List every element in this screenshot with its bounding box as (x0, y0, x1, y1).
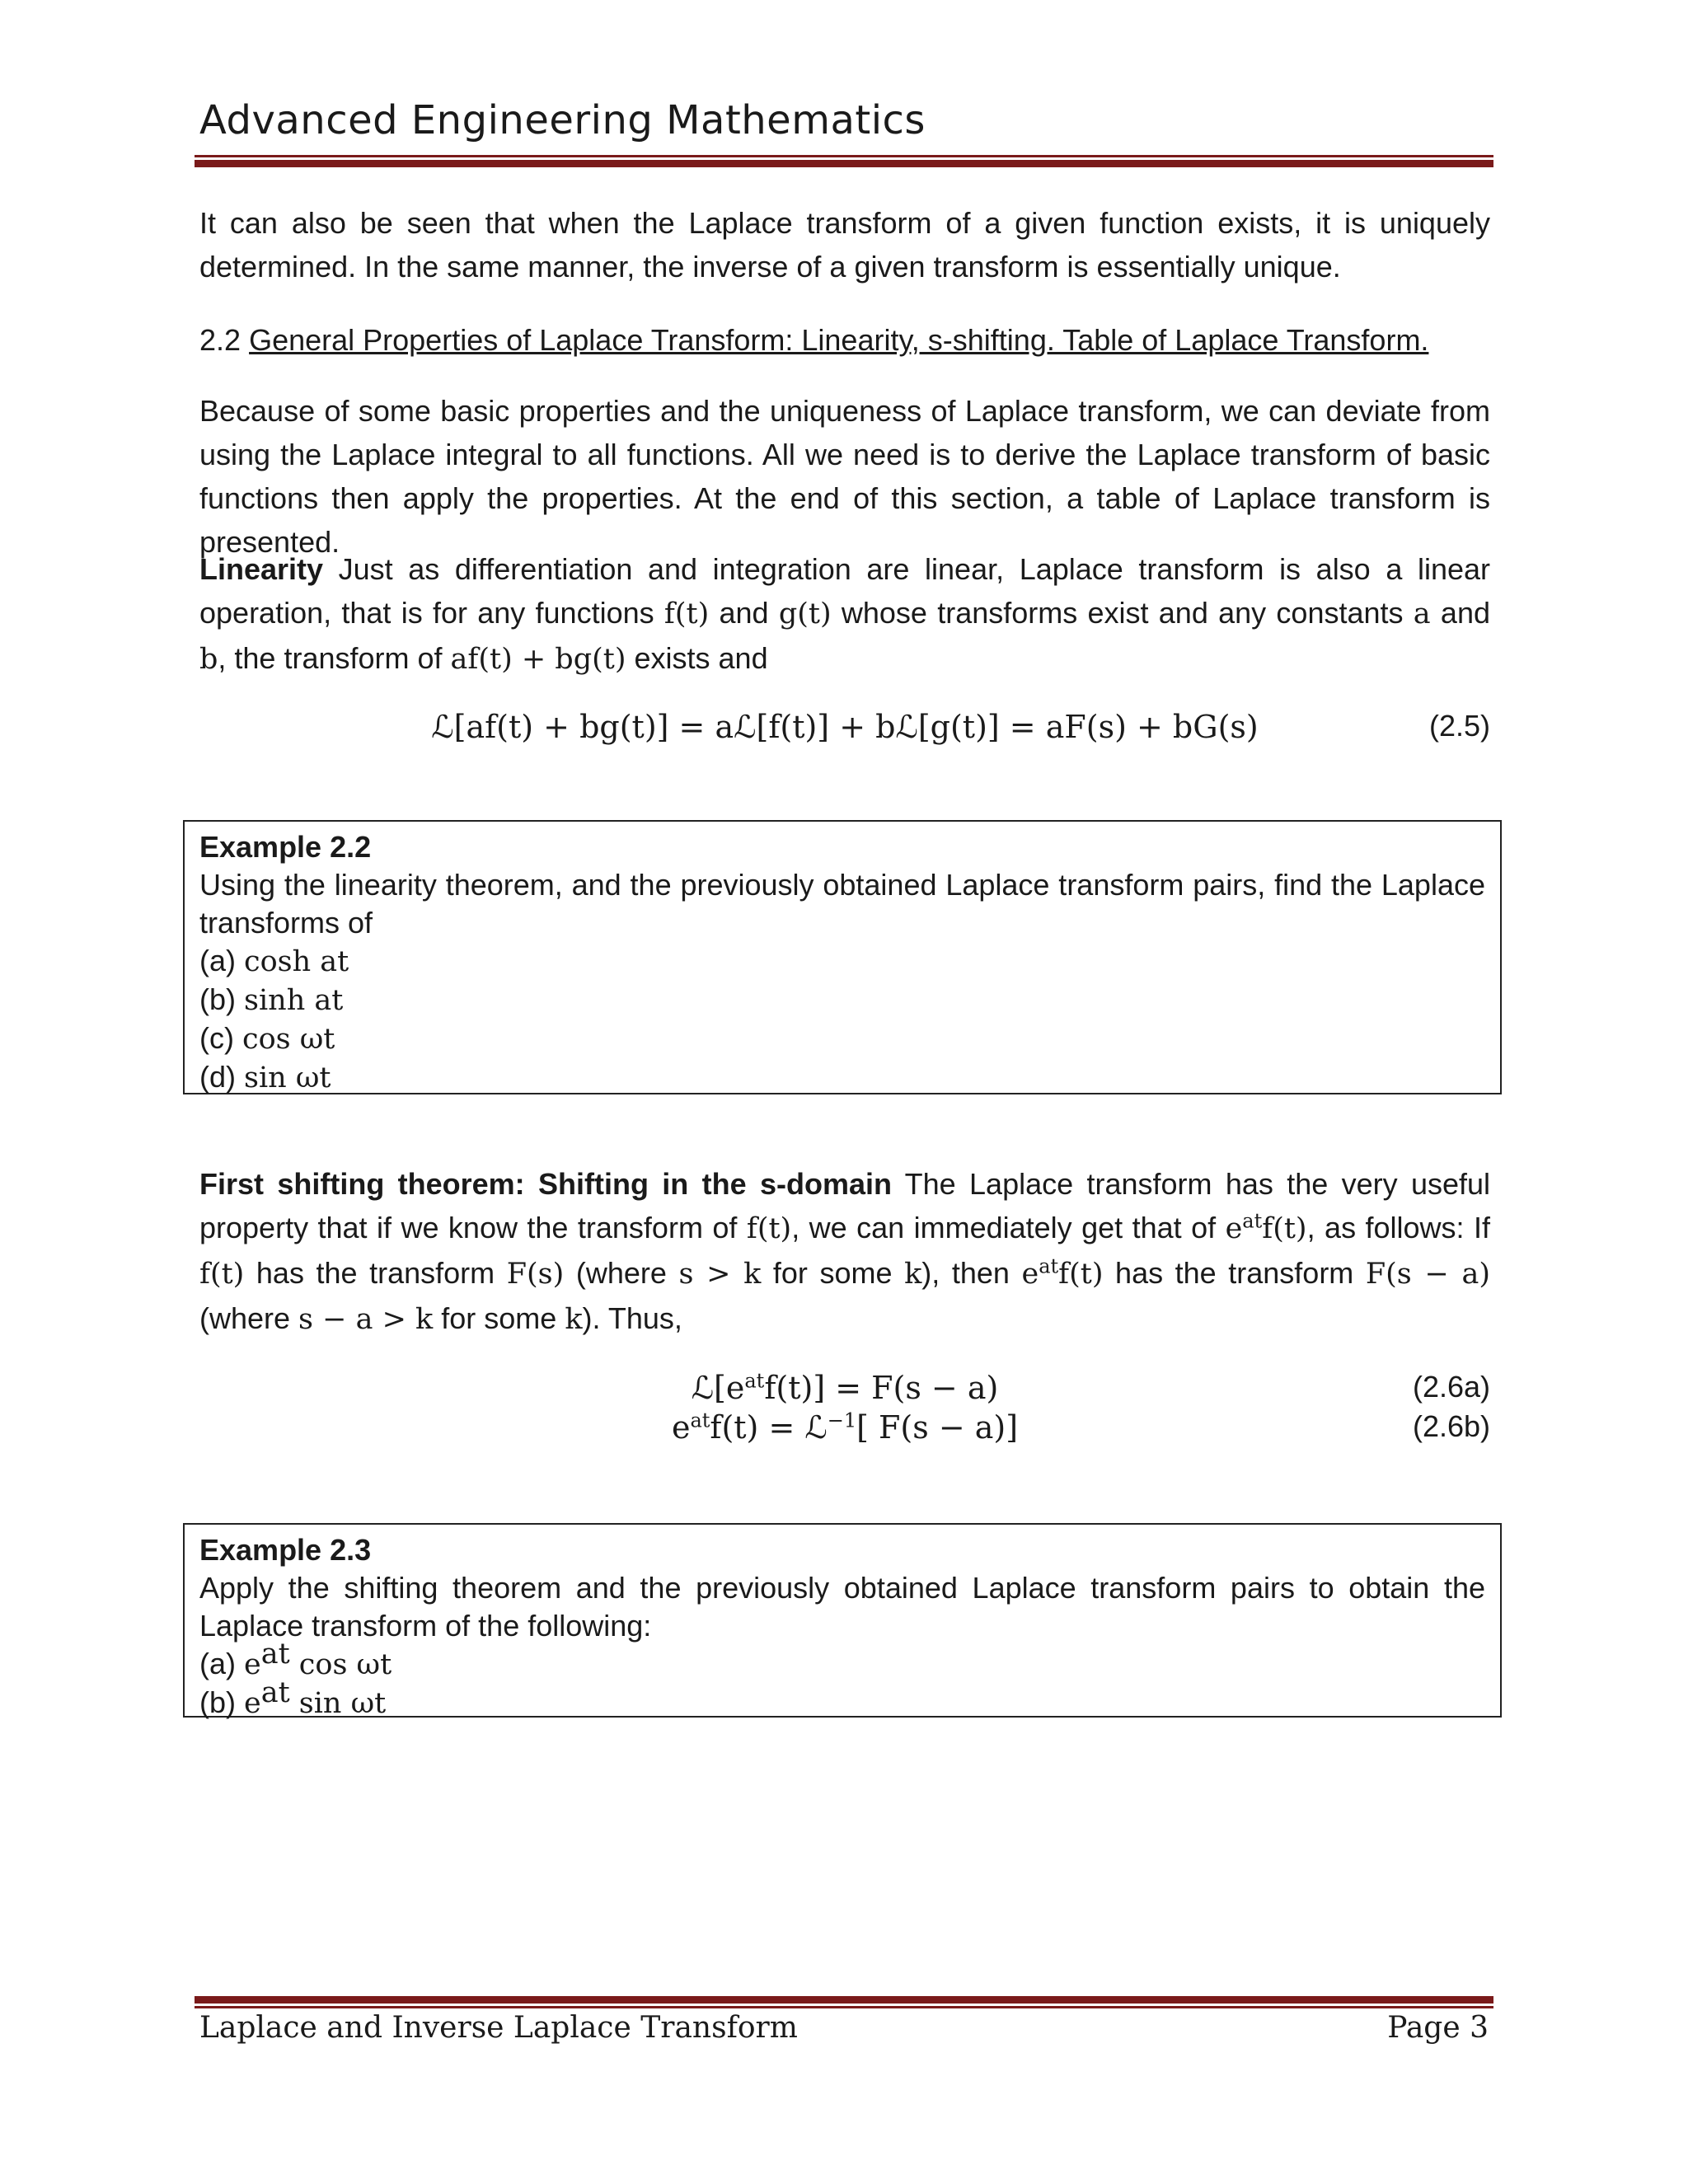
intro-paragraph: It can also be seen that when the Laplace transform of a given function exists, it is uniquely determined. In the same manner, the inverse of a given transform is essentially unique. (199, 206, 1490, 284)
linearity-text-3: , the transform of (218, 641, 451, 675)
equation-2-6a-number: (2.6a) (1412, 1370, 1490, 1404)
example-2-3-title: Example 2.3 (199, 1533, 372, 1567)
example-2-3-body: Apply the shifting theorem and the previously obtained Laplace transform pairs to obtain the Laplace transform of the following: (199, 1571, 1485, 1643)
linearity-a: a (1413, 598, 1431, 630)
example-2-3-item: (a) $e^{at}$ cos ωt (199, 1638, 392, 1681)
linearity-g: g(t) (778, 598, 832, 630)
equation-2-5-expression: ℒ[af(t) + bg(t)] = aℒ[f(t)] + bℒ[g(t)] = aF(s) + bG(s) (431, 709, 1259, 745)
example-2-2-box (183, 820, 1502, 1094)
example-2-3-item: (b) $e^{at}$ sin ωt (199, 1676, 387, 1720)
section-number: 2.2 (199, 323, 241, 357)
header-rule-thick (195, 160, 1493, 167)
linearity-and-1: and (709, 596, 779, 630)
equation-2-6b (199, 1409, 1490, 1455)
equation-2-6b-number: (2.6b) (1412, 1409, 1490, 1443)
linearity-text-4: exists and (626, 641, 768, 675)
section-intro-paragraph: Because of some basic properties and the uniqueness of Laplace transform, we can deviate from using the Laplace integral to all functions. All we need is to derive the Laplace transform of basic functions then apply the properties. At the end of this section, a table of Laplace transform is presented. (199, 394, 1490, 559)
shifting-paragraph: First shifting theorem: Shifting in the s-domain The Laplace transform has the very useful property that if we know the transform of f(t), we can immediately get that of $e^{at}f(t)$, as follows: If f(t) has the transform F(s) (where s > k for some k), then $e^{at}f(t)$ has the transform F(s − a) (where s − a > k for some k). Thus, (199, 1167, 1491, 1336)
equation-2-5 (199, 709, 1490, 755)
linearity-label: Linearity (199, 552, 324, 586)
footer-chapter-title: Laplace and Inverse Laplace Transform (199, 2011, 798, 2045)
example-2-2-item: (c) cos ωt (199, 1021, 335, 1056)
linearity-b: b (199, 643, 218, 676)
linearity-and-2: and (1430, 596, 1490, 630)
linearity-text-1: Just as differentiation and integration are linear, Laplace transform is also a linear operation, that is for any functions (199, 552, 1490, 630)
equation-2-6a-expression: $ℒ[e^{at}f(t)] = F(s - a)$ (691, 1369, 999, 1406)
equation-2-6b-expression: $e^{at}f(t)$ = ℒ$^{-1}$[ F(s − a)] (671, 1408, 1019, 1446)
footer-page-number: Page 3 (1387, 2011, 1489, 2045)
linearity-f: f(t) (663, 598, 710, 630)
header-rule-thin (195, 155, 1493, 157)
example-2-2-item: (d) sin ωt (199, 1060, 331, 1094)
linearity-paragraph (199, 547, 1490, 682)
section-heading (199, 318, 1490, 362)
equation-2-5-number: (2.5) (1428, 709, 1490, 743)
footer-rule-thick (195, 1996, 1493, 2004)
example-2-2-item: (b) sinh at (199, 982, 344, 1017)
shifting-label: First shifting theorem: Shifting in the s-domain (199, 1167, 892, 1201)
example-2-2-item: (a) cosh at (199, 944, 349, 978)
header-title: Advanced Engineering Mathematics (199, 97, 926, 143)
linearity-text-2: whose transforms exist and any constants (831, 596, 1414, 630)
linearity-combo: af(t) + bg(t) (450, 643, 626, 676)
footer-rule-thin (195, 2006, 1493, 2008)
example-2-2-title: Example 2.2 (199, 830, 372, 864)
example-2-2-body: Using the linearity theorem, and the previously obtained Laplace transform pairs, find the Laplace transforms of (199, 868, 1485, 940)
example-2-3-box (183, 1523, 1502, 1718)
section-title: General Properties of Laplace Transform: Linearity, s-shifting. Table of Laplace Transform. (249, 323, 1429, 357)
